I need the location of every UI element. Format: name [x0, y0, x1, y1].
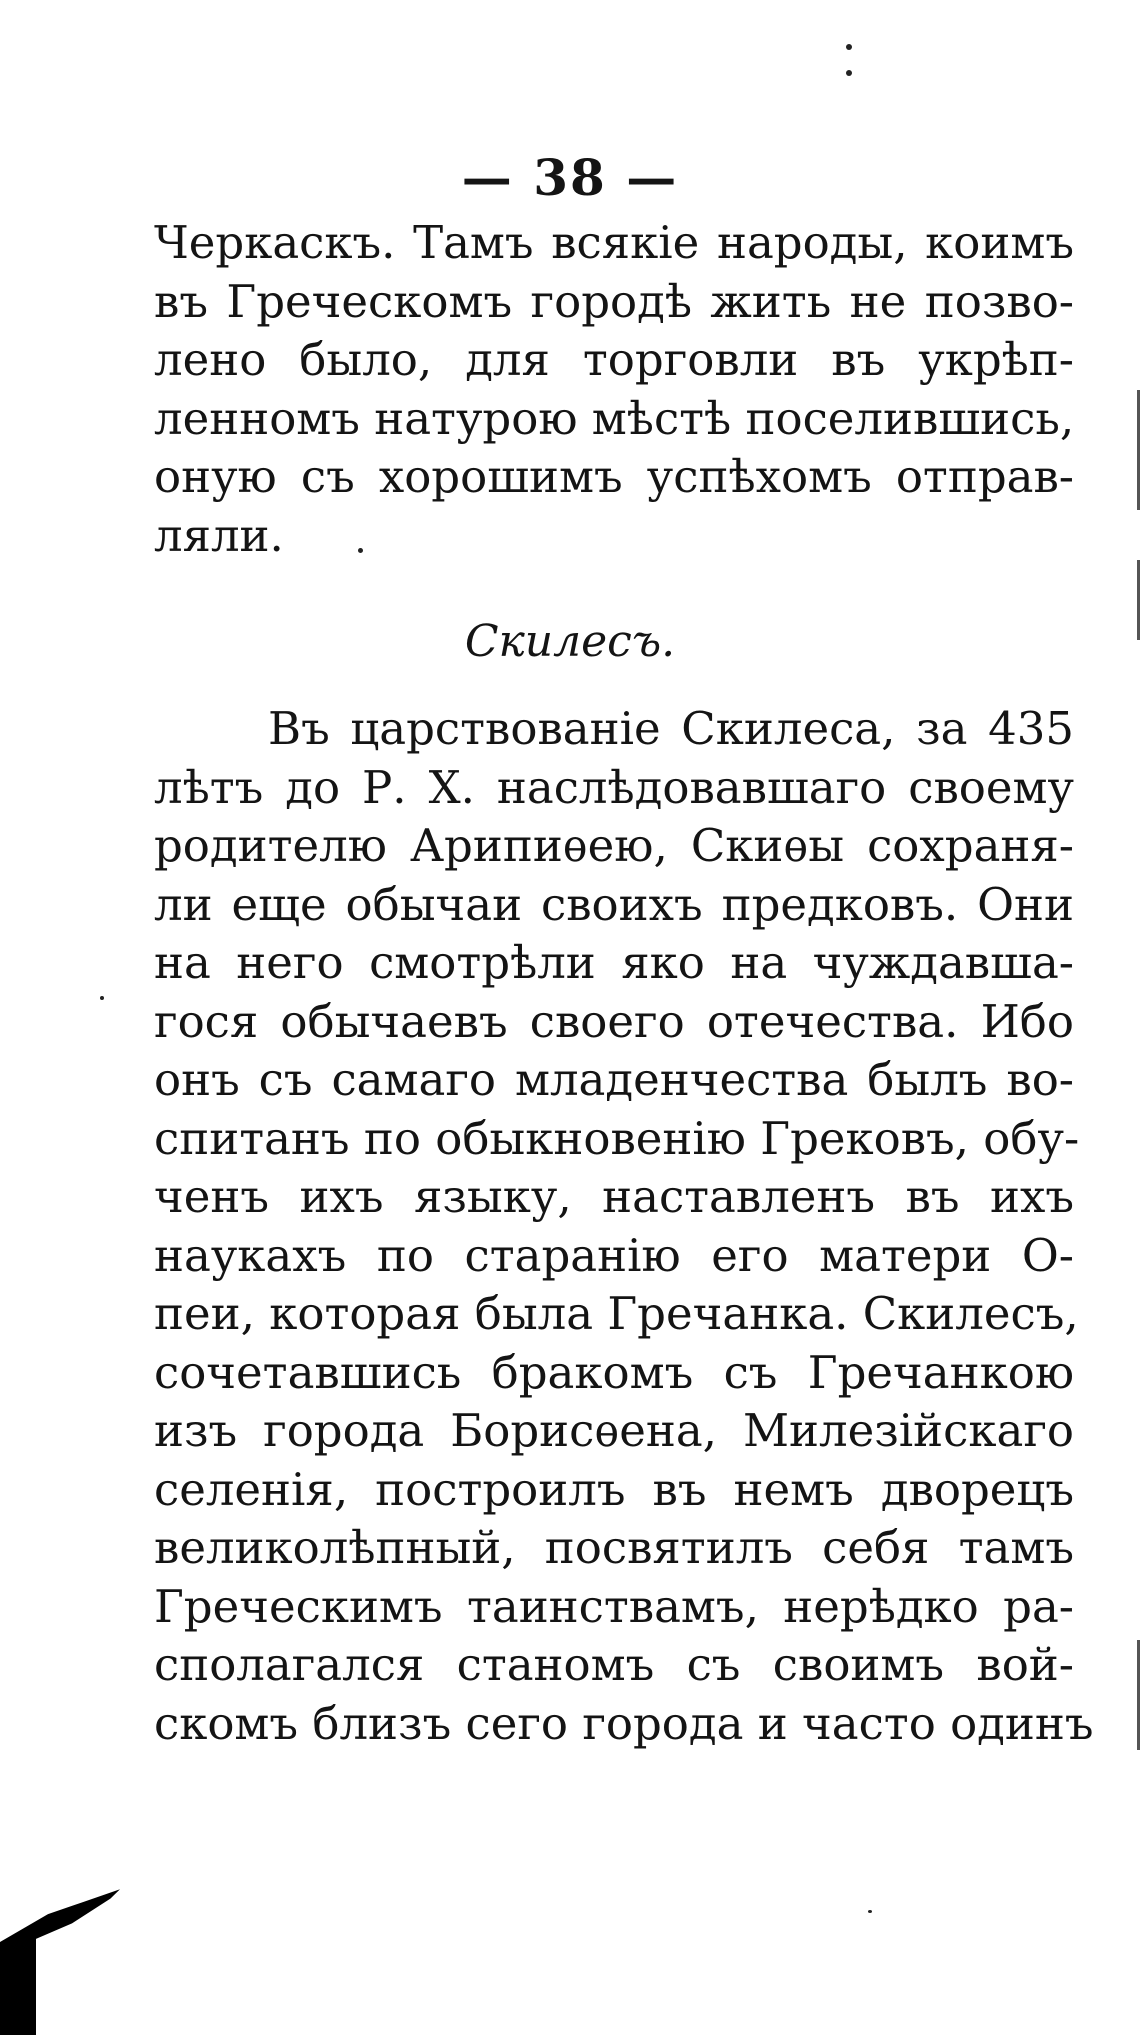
text-line: селенія, построилъ въ немъ дворецъ — [154, 1462, 1074, 1516]
text-line: на него смотрѣли яко на чуждавша- — [154, 936, 1074, 989]
text-line: въ Греческомъ городѣ жить не позво- — [154, 274, 1074, 328]
scan-speck — [358, 548, 363, 553]
text-line: пеи, которая была Гречанка. Скилесъ, — [154, 1287, 1079, 1340]
text-line: спитанъ по обыкновенію Грековъ, обу- — [154, 1111, 1080, 1165]
scan-speck — [846, 44, 852, 50]
text-line: ленномъ натурою мѣстѣ поселившись, — [154, 391, 1075, 445]
scan-speck — [100, 996, 104, 1000]
text-line: сполагался станомъ съ своимъ вой- — [154, 1638, 1074, 1691]
text-line: Въ царствованіе Скилеса, за 435 — [268, 702, 1074, 755]
text-line: Черкаскъ. Тамъ всякіе народы, коимъ — [154, 216, 1074, 269]
text-line: изъ города Борисѳена, Милезійскаго — [154, 1404, 1074, 1457]
text-line: родителю Арипиѳею, Скиѳы сохраня- — [154, 819, 1074, 872]
text-line: гося обычаевъ своего отечества. Ибо — [154, 994, 1074, 1048]
text-line: ляли. — [154, 508, 284, 562]
text-line: скомъ близъ сего города и часто одинъ — [154, 1696, 1094, 1750]
text-line: ли еще обычаи своихъ предковъ. Они — [154, 877, 1074, 931]
text-line: великолѣпный, посвятилъ себя тамъ — [154, 1521, 1074, 1574]
text-line: ченъ ихъ языку, наставленъ въ ихъ — [154, 1170, 1074, 1223]
text-line: наукахъ по старанію его матери О- — [154, 1228, 1074, 1282]
scan-speck — [868, 1910, 872, 1913]
scan-speck — [846, 70, 852, 76]
text-line: онъ съ самаго младенчества былъ во- — [154, 1053, 1074, 1106]
text-line: сочетавшись бракомъ съ Гречанкою — [154, 1345, 1074, 1399]
paragraph-main — [154, 700, 1094, 1753]
text-line: лено было, для торговли въ укрѣп- — [154, 333, 1074, 386]
section-heading: Скилесъ. — [464, 616, 676, 667]
text-line: Греческимъ таинствамъ, нерѣдко ра- — [154, 1579, 1074, 1633]
paragraph-intro — [154, 214, 1074, 565]
text-line: оную съ хорошимъ успѣхомъ отправ- — [154, 450, 1074, 503]
scan-corner-blot — [0, 1880, 120, 2035]
text-line: лѣтъ до Р. Х. наслѣдовавшаго своему — [154, 760, 1074, 814]
page-number: — 38 — — [461, 148, 679, 207]
